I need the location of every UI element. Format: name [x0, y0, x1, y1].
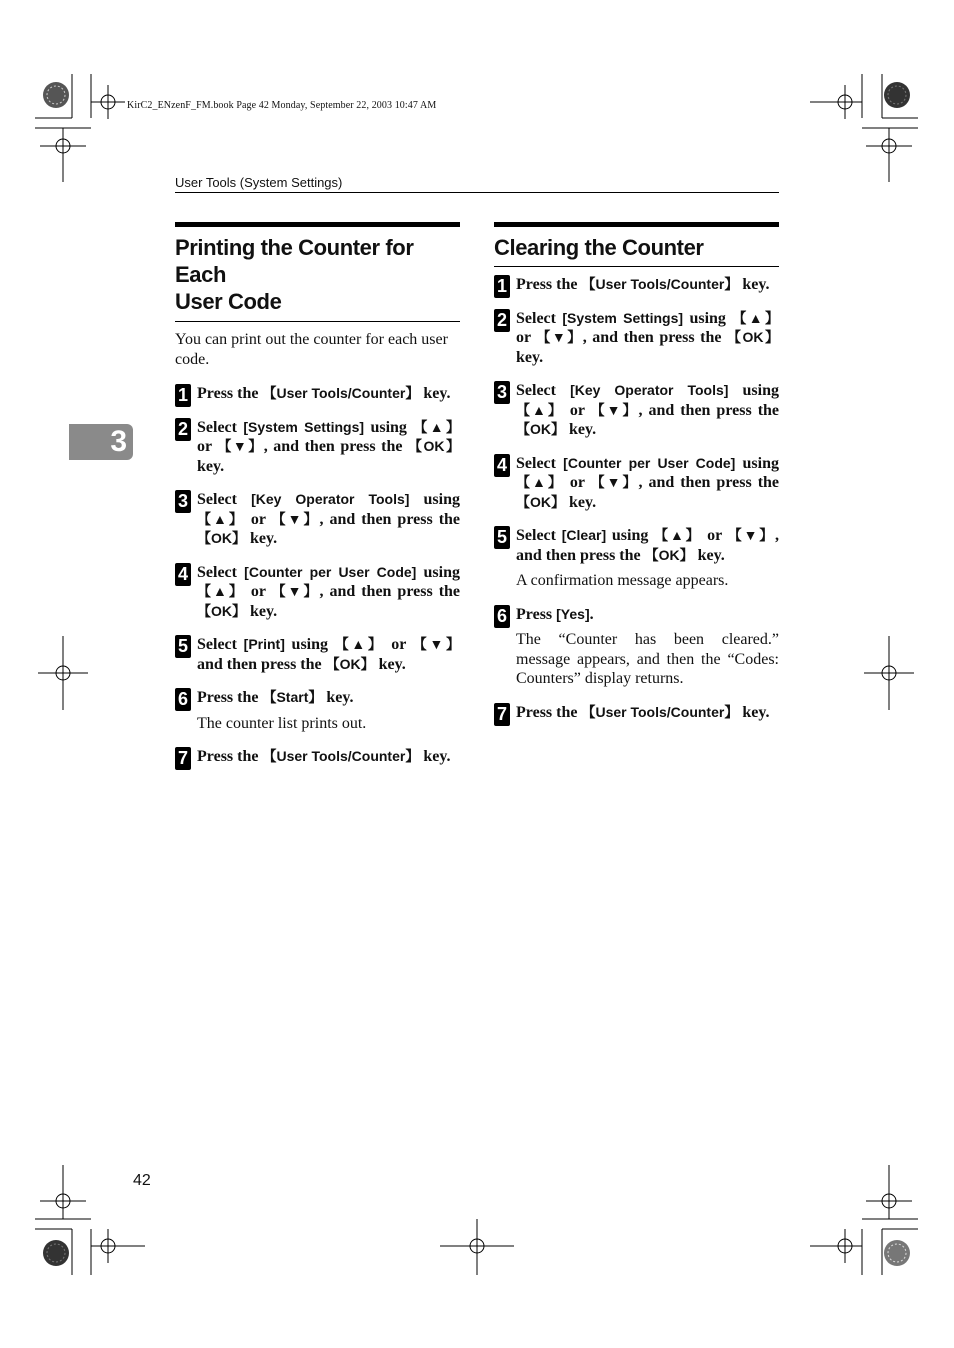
header-rule — [175, 192, 779, 193]
step-text: Select [Key Operator Tools] using 【▲】 or 【▼】, and then press the 【OK】 key. — [197, 491, 461, 547]
step-text: Select [System Settings] using 【▲】 or 【▼】, and then press the 【OK】 key. — [516, 309, 780, 366]
step-item — [175, 418, 460, 477]
section-title — [175, 234, 460, 322]
book-info: KirC2_ENzenF_FM.book Page 42 Monday, September 22, 2003 10:47 AM — [127, 100, 437, 111]
step-item — [494, 526, 779, 591]
section-top-rule — [175, 222, 460, 227]
step-number: 6 — [494, 605, 510, 628]
step-item — [494, 309, 779, 368]
step-note: The “Counter has been cleared.” message appears, and then the “Codes: Counters” display returns. — [516, 631, 779, 687]
step-text: Select [System Settings] using 【▲】 or 【▼】, and then press the 【OK】 key. — [197, 418, 461, 475]
step-text: Select [Print] using 【▲】 or 【▼】 and then press the 【OK】 key. — [197, 636, 460, 673]
page-number: 42 — [133, 1172, 151, 1189]
step-number: 2 — [494, 309, 510, 332]
section-clearing-counter — [494, 222, 779, 736]
step-item — [494, 275, 779, 295]
step-item — [175, 688, 460, 733]
step-number: 1 — [175, 384, 191, 407]
step-text: Press [Yes]. — [516, 605, 594, 623]
section-title-line: User Code — [175, 289, 282, 314]
step-item — [175, 635, 460, 674]
section-intro: You can print out the counter for each user code. — [175, 331, 448, 368]
step-list — [175, 384, 460, 767]
section-title: Clearing the Counter — [494, 234, 779, 267]
step-text: Press the 【User Tools/Counter】 key. — [516, 703, 770, 721]
step-number: 7 — [494, 703, 510, 726]
step-number: 4 — [175, 563, 191, 586]
step-number: 5 — [175, 635, 191, 658]
section-top-rule — [494, 222, 779, 227]
step-number: 7 — [175, 747, 191, 770]
step-note: A confirmation message appears. — [516, 572, 729, 589]
step-number: 3 — [175, 490, 191, 513]
step-item — [494, 454, 779, 513]
step-number: 6 — [175, 688, 191, 711]
step-item — [175, 490, 460, 549]
running-head: User Tools (System Settings) — [175, 175, 343, 190]
chapter-tab — [69, 424, 133, 460]
step-text: Press the 【User Tools/Counter】 key. — [197, 385, 451, 402]
step-item — [175, 563, 460, 622]
section-title-line: Printing the Counter for Each — [175, 235, 414, 287]
step-item — [494, 381, 779, 440]
chapter-number: 3 — [110, 425, 127, 458]
step-text: Select [Key Operator Tools] using 【▲】 or 【▼】, and then press the 【OK】 key. — [516, 382, 780, 438]
step-item — [494, 605, 779, 689]
step-text: Select [Counter per User Code] using 【▲】 or 【▼】, and then press the 【OK】 key. — [197, 563, 461, 620]
step-number: 4 — [494, 454, 510, 477]
step-text: Select [Counter per User Code] using 【▲】 or 【▼】, and then press the 【OK】 key. — [516, 454, 780, 511]
step-list — [494, 275, 779, 722]
step-number: 5 — [494, 526, 510, 549]
step-text: Press the 【Start】 key. — [197, 689, 354, 706]
step-number: 3 — [494, 381, 510, 404]
step-text: Select [Clear] using 【▲】 or 【▼】, and then press the 【OK】 key. — [516, 527, 779, 564]
step-item — [175, 384, 460, 404]
step-number: 2 — [175, 418, 191, 441]
step-number: 1 — [494, 275, 510, 298]
step-item — [494, 703, 779, 723]
step-item — [175, 747, 460, 767]
step-text: Press the 【User Tools/Counter】 key. — [197, 748, 451, 765]
section-printing-counter — [175, 222, 460, 781]
step-note: The counter list prints out. — [197, 714, 367, 732]
step-text: Press the 【User Tools/Counter】 key. — [516, 276, 770, 293]
